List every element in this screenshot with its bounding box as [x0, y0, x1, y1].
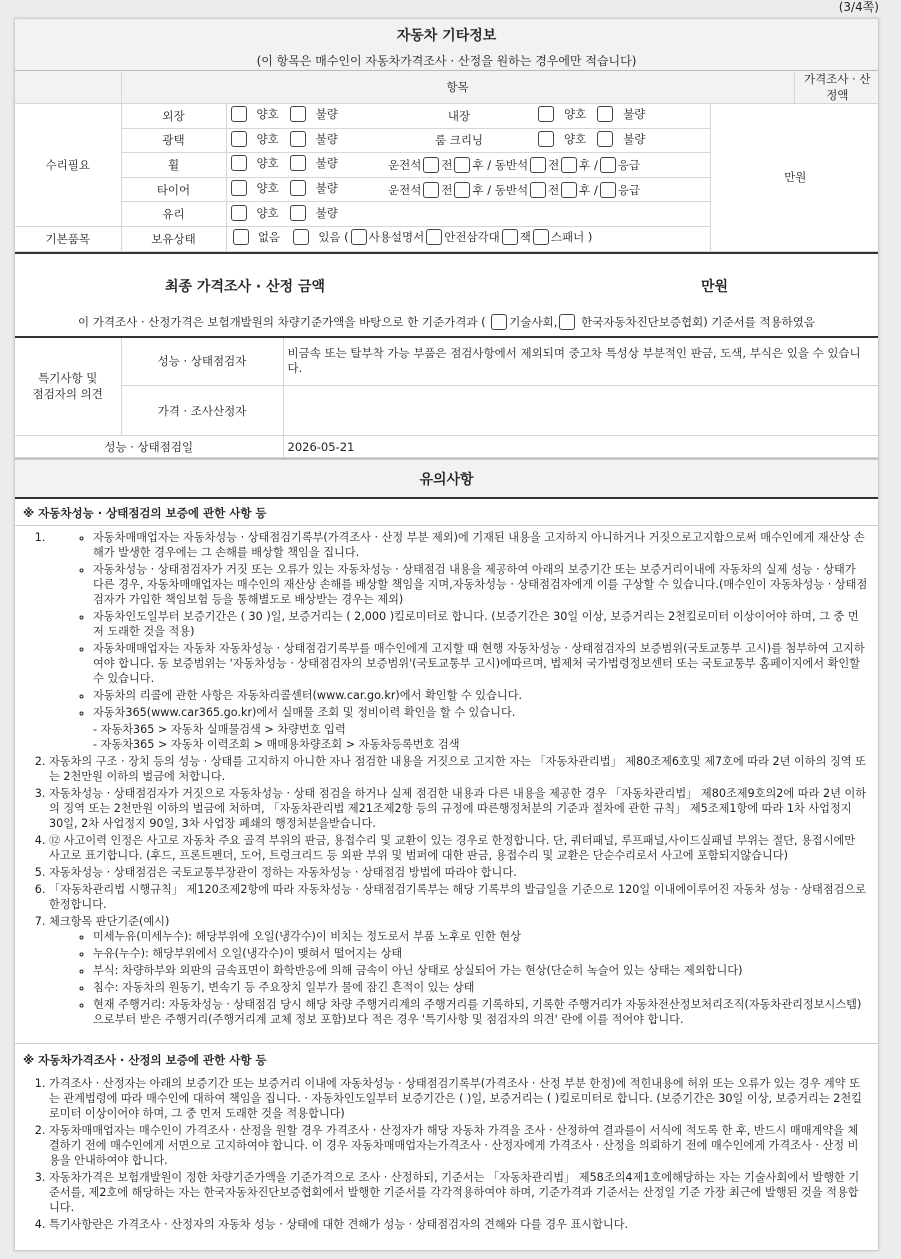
- triangle-label: 안전삼각대: [444, 230, 500, 245]
- bullet-item: ◦ 자동차인도일부터 보증기간은 ( 30 )일, 보증거리는 ( 2,000 )킬로미터로 합니다. (보증기간은 30일 이상, 보증거리는 2천킬로미터 이상이어야 하며, 그 중 먼저 도래한 것을 적용): [93, 609, 868, 639]
- good-label: 양호: [256, 205, 279, 220]
- price-unit: 만원: [784, 170, 807, 185]
- bad-label: 불량: [315, 205, 338, 220]
- slash: /: [487, 157, 492, 172]
- block1-title: ※ 자동차성능 · 상태점검의 보증에 관한 사항 등: [15, 499, 878, 526]
- opinion-label: 특기사항 및 점검자의 의견: [15, 338, 121, 436]
- bullet-item: ◦ 자동차성능 · 상태점검자가 거짓 또는 오류가 있는 자동차성능 · 상태점검 내용을 제공하여 아래의 보증기간 또는 보증거리이내에 자동차의 실제 성능 · 상태가 다른 경우, 자동차매매업자는 매수인의 재산상 손해를 배상할 책임을 지며,자동차성능 · 상태점검자에게 이를 구상할 수 있습니다.(매수인이 자동차성능 · 상태점검자가 가입한 책임보험 등을 통해별도로 배상받는 경우는 제외): [93, 562, 868, 607]
- front-label: 전: [441, 182, 453, 197]
- emergency-label: 응급: [617, 182, 641, 197]
- spanner-label: 스패너 ): [550, 230, 593, 245]
- tire-driver-rear-checkbox[interactable]: [454, 182, 470, 198]
- slash: /: [593, 182, 598, 197]
- numbered-item: 4. ⑫ 사고이력 인정은 사고로 자동차 주요 골격 부위의 판금, 용접수리 및 교환이 있는 경우로 한정합니다. 단, 쿼터패널, 루프패널,사이드실패널 부위는 절단, 용접시에만 사고로 표기합니다. (후드, 프론트펜더, 도어, 트렁크리드 등 외판 부위 및 범퍼에 대한 판금, 용접수리 및 교환은 단순수리로서 사고에 포함되지않습니다): [49, 833, 868, 863]
- row-gloss: 광택: [121, 128, 226, 153]
- final-price-section: [15, 252, 878, 338]
- good-label: 양호: [564, 131, 587, 146]
- possession-none-checkbox[interactable]: [233, 229, 249, 245]
- inspection-date-value: 2026-05-21: [283, 436, 878, 458]
- slash: /: [487, 182, 492, 197]
- numbered-item: 3. 자동차가격은 보험개발원이 정한 차량기준가액을 기준가격으로 조사 · 산정하되, 기준서는 「자동차관리법」 제58조의4제1호에해당하는 자는 기술사회에서 발행한 기준서를, 제2호에 해당하는 자는 한국자동차진단보증협회에서 발행한 기준서를 각각적용하여야 하며, 기준가격과 기준서는 산정일 기준 가장 최근에 발행된 것을 적용합니다.: [49, 1170, 868, 1215]
- bullet-item: ◦ 자동차의 리콜에 관한 사항은 자동차리콜센터(www.car.go.kr)에서 확인할 수 있습니다.: [93, 688, 868, 703]
- block1-item1-bullets: [49, 530, 868, 720]
- exterior-good-checkbox[interactable]: [231, 106, 247, 122]
- section-header: [15, 19, 878, 71]
- group-basic-label: 기본품목: [15, 226, 121, 251]
- wheel-driver-rear-checkbox[interactable]: [454, 157, 470, 173]
- block2-content: [15, 1072, 878, 1240]
- tire-good-checkbox[interactable]: [231, 180, 247, 196]
- group-repair-label: 수리필요: [15, 104, 121, 227]
- passenger-seat-label: 동반석: [494, 157, 529, 172]
- basis-prefix: 이 가격조사 · 산정가격은 보험개발원의 차량기준가액을 바탕으로 한 기준가격과 (: [77, 314, 486, 329]
- front-label: 전: [548, 182, 560, 197]
- section-title: 자동차 기타정보: [396, 28, 497, 44]
- manual-checkbox[interactable]: [351, 229, 367, 245]
- driver-seat-label: 운전석: [388, 182, 422, 197]
- rear-label: 후: [472, 182, 484, 197]
- bullet-item: ◦ 미세누유(미세누수): 해당부위에 오일(냉각수)이 비치는 정도로서 부품 노후로 인한 현상: [93, 929, 868, 944]
- rear-label: 후: [472, 157, 484, 172]
- manual-label: 사용설명서: [368, 230, 425, 245]
- basis-assoc-checkbox[interactable]: [559, 314, 575, 330]
- caution-title: 유의사항: [15, 459, 878, 499]
- page-number: (3/4쪽): [838, 0, 879, 14]
- rear-label: 후: [579, 157, 591, 172]
- possession-none-label: 없음: [257, 230, 281, 245]
- basis-tech-checkbox[interactable]: [491, 314, 507, 330]
- row-possession: 보유상태: [121, 226, 226, 251]
- section-subtitle: (이 항목은 매수인이 자동차가격조사 · 산정을 원하는 경우에만 적습니다): [256, 54, 637, 68]
- wheel-good-checkbox[interactable]: [231, 155, 247, 171]
- triangle-checkbox[interactable]: [426, 229, 442, 245]
- row-exterior: 외장: [121, 104, 226, 129]
- final-price-label: 최종 가격조사 · 산정 금액: [165, 278, 326, 295]
- numbered-item: 5. 자동차성능 · 상태점검은 국토교통부장관이 정하는 자동차성능 · 상태점검 방법에 따라야 합니다.: [49, 865, 868, 880]
- bad-label: 불량: [623, 107, 646, 122]
- good-label: 양호: [256, 181, 279, 196]
- bad-label: 불량: [623, 131, 646, 146]
- row-tire: 타이어: [121, 177, 226, 202]
- room-clean-bad-checkbox[interactable]: [597, 131, 613, 147]
- inspector-label: 성능 · 상태점검자: [121, 338, 283, 386]
- tire-emergency-checkbox[interactable]: [600, 182, 616, 198]
- exterior-bad-checkbox[interactable]: [290, 106, 306, 122]
- wheel-emergency-checkbox[interactable]: [600, 157, 616, 173]
- tire-driver-front-checkbox[interactable]: [423, 182, 439, 198]
- driver-seat-label: 운전석: [388, 157, 422, 172]
- interior-good-checkbox[interactable]: [538, 106, 554, 122]
- col-item-header: 항목: [121, 71, 794, 104]
- inspector-opinion-text: 비금속 또는 탈부착 가능 부품은 점검사항에서 제외되며 중고차 특성상 부분적인 판금, 도색, 부식은 있을 수 있습니다.: [283, 338, 878, 386]
- tire-passenger-front-checkbox[interactable]: [530, 182, 546, 198]
- numbered-item: 1. 가격조사 · 산정자는 아래의 보증기간 또는 보증거리 이내에 자동차성능 · 상태점검기록부(가격조사 · 산정 부분 한정)에 적힌내용에 허위 또는 오류가 있는 경우 계약 또는 관계법령에 따라 매수인에 대하여 책임을 집니다. · 자동차인도일부터 보증기간은 ( )일, 보증거리는 ( )킬로미터로 합니다. (보증기간은 30일 이상, 보증거리는 2천킬로미터 이상이어야 하며, 그 중 먼저 도래한 것을 적용합니다): [49, 1076, 868, 1121]
- numbered-item: 2. 자동차매매업자는 매수인이 가격조사 · 산정을 원할 경우 가격조사 · 산정자가 해당 자동차 가격을 조사 · 산정하여 결과를이 서식에 적도록 한 후, 반드시 매매계약을 체결하기 전에 매수인에게 서면으로 고지하여야 합니다. 이 경우 자동차매매업자는가격조사 · 산정자에게 가격조사 · 산정을 의뢰하기 전에 매수인에게 가격조사 · 산정 비용을 안내하여야 합니다.: [49, 1123, 868, 1168]
- sub-line: - 자동차365 > 자동차 실매물검색 > 차량번호 입력: [93, 723, 346, 737]
- spanner-checkbox[interactable]: [533, 229, 549, 245]
- bullet-item: ◦ 침수: 자동차의 원동기, 변속기 등 주요장치 일부가 물에 잠긴 흔적이 있는 상태: [93, 980, 868, 995]
- good-label: 양호: [256, 107, 279, 122]
- bullet-item: ◦ 부식: 차량하부와 외판의 금속표면이 화학반응에 의해 금속이 아닌 상태로 상실되어 가는 현상(단순히 녹슬어 있는 상태는 제외합니다): [93, 963, 868, 978]
- good-label: 양호: [564, 107, 587, 122]
- wheel-passenger-front-checkbox[interactable]: [530, 157, 546, 173]
- gloss-good-checkbox[interactable]: [231, 131, 247, 147]
- basis-assoc-label: 한국자동차진단보증협회) 기준서를 적용하였음: [581, 314, 816, 329]
- tire-position-group: [388, 182, 640, 198]
- row-wheel: 휠: [121, 153, 226, 178]
- numbered-item: 3. 자동차성능 · 상태점검자가 거짓으로 자동차성능 · 상태 점검을 하거나 실제 점검한 내용과 다른 내용을 제공한 경우 「자동차관리법」 제80조제9호의2에 따라 2년 이하의 징역 또는 2천만원 이하의 벌금에 처하며, 「자동차관리법 제21조제2항 등의 규정에 따른행정처분의 기준과 절차에 관한 규칙」 제5조제1항에 따라 1차 사업정지 30일, 2차 사업정지 90일, 3차 사업장 폐쇄의 행정처분을받습니다.: [49, 786, 868, 831]
- glass-bad-checkbox[interactable]: [290, 205, 306, 221]
- possession-has-checkbox[interactable]: [293, 229, 309, 245]
- basis-tech-label: 기술사회,: [509, 314, 558, 329]
- gloss-bad-checkbox[interactable]: [290, 131, 306, 147]
- tire-passenger-rear-checkbox[interactable]: [561, 182, 577, 198]
- bullet-item: ◦ 자동차매매업자는 자동차 자동차성능 · 상태점검기록부를 매수인에게 고지할 때 현행 자동차성능 · 상태점검자의 보증범위(국토교통부 고시)를 첨부하여 고지하여야 합니다. 동 보증범위는 '자동차성능 · 상태점검자의 보증범위'(국토교통부 고시)에따르며, 법제처 국가법령정보센터 또는 국토교통부 홈페이지에서 확인할 수 있습니다.: [93, 641, 868, 686]
- opinion-section: [15, 338, 878, 460]
- possession-group: [231, 229, 593, 245]
- final-price-unit: 만원: [701, 278, 729, 295]
- price-unit-cell: [710, 104, 879, 252]
- bullet-item: ◦ 현재 주행거리: 자동차성능 · 상태점검 당시 해당 차량 주행거리계의 주행거리를 기록하되, 기록한 주행거리가 자동차전산정보처리조직(자동차관리정보시스템)으로부터 받은 주행거리(주행거리계 교체 정보 포함)보다 적은 경우 '특기사항 및 점검자의 의견' 란에 이를 적어야 합니다.: [93, 997, 868, 1027]
- block2-list: [23, 1076, 868, 1232]
- judgement-criteria-bullets: [49, 929, 868, 1027]
- document-sheet: [14, 18, 879, 1251]
- bad-label: 불량: [315, 156, 338, 171]
- front-label: 전: [548, 157, 560, 172]
- jack-label: 잭: [519, 230, 531, 245]
- appraiser-label: 가격 · 조사산정자: [121, 386, 283, 436]
- wheel-passenger-rear-checkbox[interactable]: [561, 157, 577, 173]
- row-interior: 내장: [384, 104, 534, 129]
- good-label: 양호: [256, 156, 279, 171]
- wheel-driver-front-checkbox[interactable]: [423, 157, 439, 173]
- slash: /: [593, 157, 598, 172]
- row-room-clean: 룸 크리닝: [384, 128, 534, 153]
- price-basis-statement: [15, 314, 878, 331]
- vehicle-info-table: [15, 71, 879, 252]
- block1-item1-sublines: [49, 722, 868, 752]
- block1-item-1: [49, 530, 868, 752]
- jack-checkbox[interactable]: [502, 229, 518, 245]
- bad-label: 불량: [315, 131, 338, 146]
- bullet-item: ◦ 누유(누수): 해당부위에서 오일(냉각수)이 맺혀서 떨어지는 상태: [93, 946, 868, 961]
- wheel-bad-checkbox[interactable]: [290, 155, 306, 171]
- numbered-item: 2. 자동차의 구조 · 장치 등의 성능 · 상태를 고지하지 아니한 자나 점검한 내용을 거짓으로 고지한 자는 「자동차관리법」 제80조제6호및 제7호에 따라 2년 이하의 징역 또는 2천만원 이하의 벌금에 처합니다.: [49, 754, 868, 784]
- block1-content: [15, 526, 878, 1035]
- possession-has-label: 있음 (: [318, 230, 349, 245]
- appraiser-opinion-field[interactable]: [283, 386, 878, 436]
- block1-list: [23, 530, 868, 1027]
- numbered-item: 6. 「자동차관리법 시행규칙」 제120조제2항에 따라 자동차성능 · 상태점검기록부는 해당 기록부의 발급일을 기준으로 120일 이내에이루어진 자동차 성능 · 상태점검으로 한정합니다.: [49, 882, 868, 912]
- numbered-item: 7. 체크항목 판단기준(예시) ◦ 미세누유(미세누수): 해당부위에 오일(냉각수)이 비치는 정도로서 부품 노후로 인한 현상 ◦ 누유(누수): 해당부위에서 오일(냉각수)이 맺혀서 떨어지는 상태 ◦ 부식: 차량하부와 외판의 금속표면이 화학반응에 의해 금속이 아닌 상태로 상실되어 가는 현상(단순히 녹슬어 있는 상태는 제외합니다) ◦ 침수: 자동차의 원동기, 변속기 등 주요장치 일부가 물에 잠긴 흔적이 있는 상태 ◦ 현재 주행거리: 자동차성능 · 상태점검 당시 해당 차량 주행거리계의 주행거리를 기록하되, 기록한 주행거리가 자동차전산정보처리조직(자동차관리정보시스템)으로부터 받은 주행거리(주행거리계 교체 정보 포함)보다 적은 경우 '특기사항 및 점검자의 의견' 란에 이를 적어야 합니다.: [49, 914, 868, 1027]
- room-clean-good-checkbox[interactable]: [538, 131, 554, 147]
- col-price-header: 가격조사 · 산정액: [794, 71, 879, 104]
- good-label: 양호: [256, 131, 279, 146]
- numbered-item: 4. 특기사항란은 가격조사 · 산정자의 자동차 성능 · 상태에 대한 견해가 성능 · 상태점검자의 견해와 다를 경우 표시합니다.: [49, 1217, 868, 1232]
- bad-label: 불량: [315, 181, 338, 196]
- passenger-seat-label: 동반석: [494, 182, 529, 197]
- emergency-label: 응급: [617, 157, 641, 172]
- interior-bad-checkbox[interactable]: [597, 106, 613, 122]
- glass-good-checkbox[interactable]: [231, 205, 247, 221]
- sub-line: - 자동차365 > 자동차 이력조회 > 매매용차량조회 > 자동차등록번호 검색: [93, 738, 460, 752]
- bullet-item: ◦ 1. 자동차매매업자는 자동차성능 · 상태점검기록부(가격조사 · 산정 부분 제외)에 기재된 내용을 고지하지 아니하거나 거짓으로고지함으로써 매수인에게 재산상 손해가 발생한 경우에는 그 손해를 배상할 책임을 집니다.: [93, 530, 868, 560]
- row-glass: 유리: [121, 202, 226, 227]
- front-label: 전: [441, 157, 453, 172]
- block2-title: ※ 자동차가격조사 · 산정의 보증에 관한 사항 등: [23, 1053, 267, 1068]
- bullet-item: ◦ 자동차365(www.car365.go.kr)에서 실매물 조회 및 정비이력 확인을 할 수 있습니다.: [93, 705, 868, 720]
- rear-label: 후: [579, 182, 591, 197]
- inspection-date-label: 성능 · 상태점검일: [15, 436, 283, 458]
- tire-bad-checkbox[interactable]: [290, 180, 306, 196]
- wheel-position-group: [388, 157, 640, 173]
- bad-label: 불량: [315, 107, 338, 122]
